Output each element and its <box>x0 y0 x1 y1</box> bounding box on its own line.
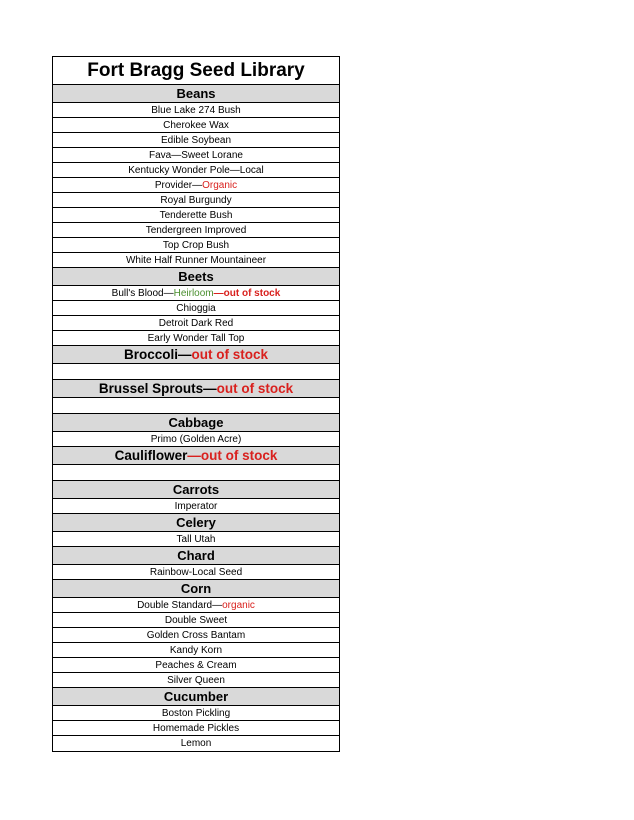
table-body <box>53 85 339 751</box>
seed-variety-row <box>53 253 339 268</box>
row-text: Blue Lake 274 Bush <box>151 105 241 116</box>
row-text: Beans <box>176 86 216 101</box>
row-text: Golden Cross Bantam <box>146 630 246 641</box>
row-text: Royal Burgundy <box>160 195 232 206</box>
seed-variety-row <box>53 178 339 193</box>
seed-variety-row <box>53 208 339 223</box>
seed-variety-row <box>53 499 339 514</box>
seed-variety-row <box>53 286 339 301</box>
blank-row <box>53 398 339 414</box>
row-text: White Half Runner Mountaineer <box>125 255 267 266</box>
row-text: Edible Soybean <box>160 135 232 146</box>
row-text: Brussel Sprouts— <box>98 381 217 396</box>
status-label: organic <box>222 600 255 611</box>
seed-variety-row <box>53 673 339 688</box>
category-header <box>53 380 339 398</box>
seed-variety-row <box>53 613 339 628</box>
row-text: Top Crop Bush <box>162 240 230 251</box>
row-text: Cauliflower <box>114 448 188 463</box>
seed-variety-row <box>53 301 339 316</box>
row-text: Celery <box>176 515 216 530</box>
page-title: Fort Bragg Seed Library <box>53 57 339 85</box>
seed-variety-row <box>53 706 339 721</box>
seed-variety-row <box>53 331 339 346</box>
seed-variety-row <box>53 658 339 673</box>
heirloom-label: Heirloom <box>173 288 214 299</box>
row-text: Tendergreen Improved <box>145 225 247 236</box>
row-text: Tenderette Bush <box>159 210 233 221</box>
seed-variety-row <box>53 565 339 580</box>
category-header <box>53 580 339 598</box>
row-text: Tall Utah <box>176 534 216 545</box>
row-text: Cucumber <box>163 689 229 704</box>
row-text: Chioggia <box>176 303 216 314</box>
blank-row <box>53 465 339 481</box>
seed-variety-row <box>53 532 339 547</box>
category-header <box>53 547 339 565</box>
seed-variety-row <box>53 238 339 253</box>
row-text: Chard <box>177 548 215 563</box>
seed-variety-row <box>53 736 339 751</box>
seed-variety-row <box>53 721 339 736</box>
blank-row <box>53 364 339 380</box>
status-label: out of stock <box>216 381 294 396</box>
status-label: Organic <box>202 180 238 191</box>
row-text: Lemon <box>180 738 212 749</box>
seed-variety-row <box>53 163 339 178</box>
row-text: Imperator <box>174 501 218 512</box>
category-header <box>53 514 339 532</box>
row-text: Fava—Sweet Lorane <box>149 150 243 161</box>
row-text: Kentucky Wonder Pole—Local <box>128 165 264 176</box>
seed-variety-row <box>53 598 339 613</box>
status-label: —out of stock <box>187 448 278 463</box>
row-text: Double Standard— <box>137 600 223 611</box>
seed-variety-row <box>53 628 339 643</box>
row-text: Boston Pickling <box>161 708 231 719</box>
row-text: Primo (Golden Acre) <box>150 434 242 445</box>
category-header <box>53 688 339 706</box>
seed-variety-row <box>53 643 339 658</box>
seed-variety-row <box>53 148 339 163</box>
row-text: Cabbage <box>168 415 224 430</box>
seed-variety-row <box>53 103 339 118</box>
seed-variety-row <box>53 316 339 331</box>
seed-variety-row <box>53 432 339 447</box>
category-header <box>53 414 339 432</box>
row-text: Beets <box>178 269 214 284</box>
row-text: Broccoli— <box>123 347 192 362</box>
row-text: Silver Queen <box>167 675 225 686</box>
status-label: —out of stock <box>213 288 281 299</box>
seed-variety-row <box>53 118 339 133</box>
row-text: Provider— <box>154 180 203 191</box>
row-text: Carrots <box>172 482 220 497</box>
row-text: Rainbow-Local Seed <box>149 567 243 578</box>
row-text: Homemade Pickles <box>152 723 240 734</box>
row-text: Bull's Blood— <box>111 288 174 299</box>
row-text: Detroit Dark Red <box>158 318 234 329</box>
row-text: Corn <box>180 581 212 596</box>
status-label: out of stock <box>191 347 268 362</box>
category-header <box>53 481 339 499</box>
row-text: Kandy Korn <box>169 645 223 656</box>
row-text: Cherokee Wax <box>163 120 229 131</box>
category-header <box>53 346 339 364</box>
seed-variety-row <box>53 223 339 238</box>
row-text: Peaches & Cream <box>155 660 237 671</box>
seed-library-table <box>52 56 340 752</box>
category-header <box>53 268 339 286</box>
category-header <box>53 447 339 465</box>
row-text: Double Sweet <box>164 615 228 626</box>
seed-variety-row <box>53 193 339 208</box>
seed-variety-row <box>53 133 339 148</box>
category-header <box>53 85 339 103</box>
row-text: Early Wonder Tall Top <box>147 333 245 344</box>
